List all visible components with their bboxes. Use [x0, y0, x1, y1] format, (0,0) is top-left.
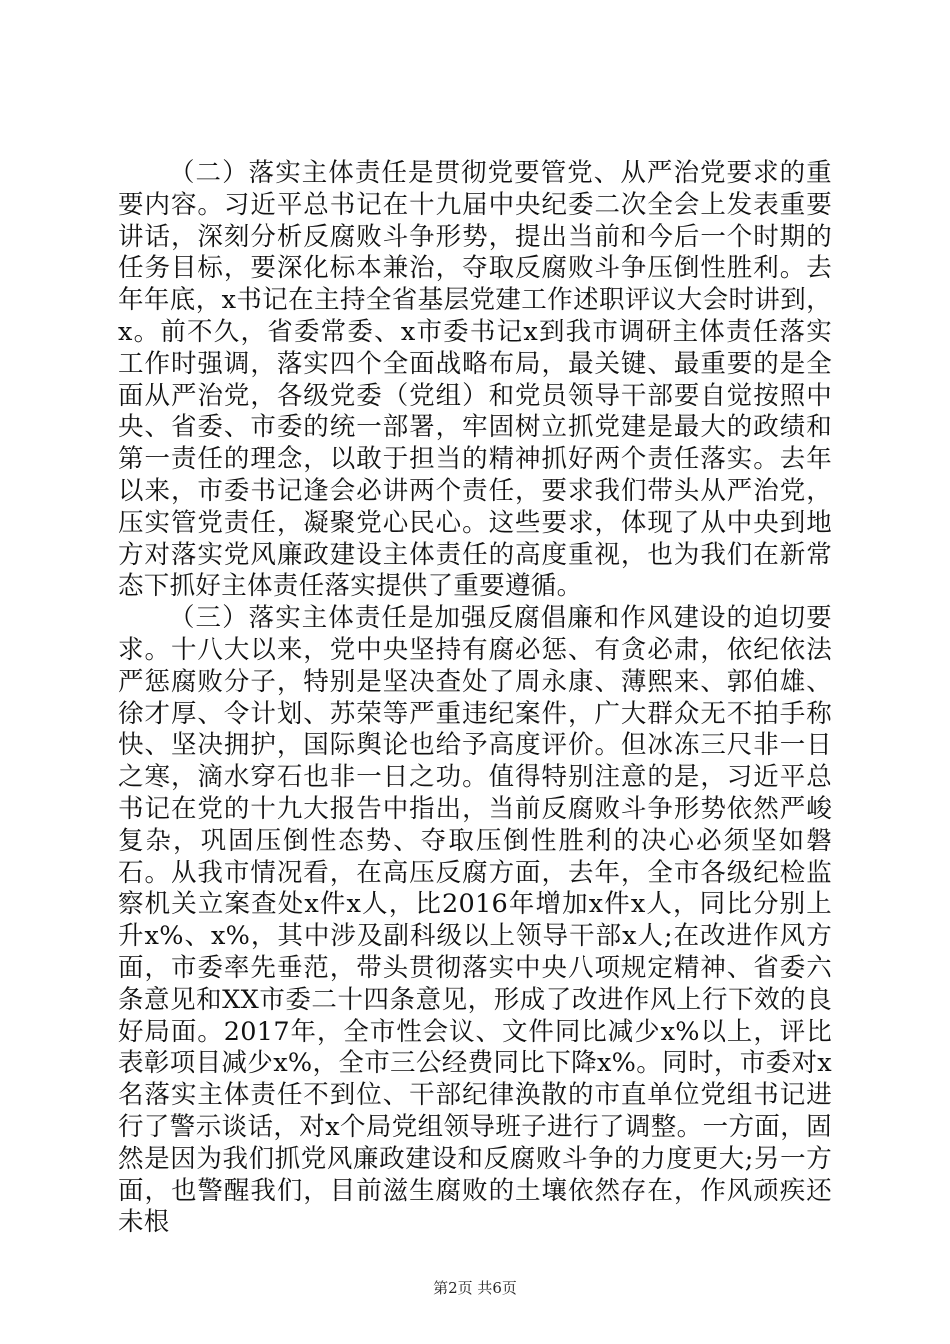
paragraph-2: （二）落实主体责任是贯彻党要管党、从严治党要求的重要内容。习近平总书记在十九届中央纪委二次全会上发表重要讲话，深刻分析反腐败斗争形势，提出当前和今后一个时期的任务目标，要深化标本兼治，夺取反腐败斗争压倒性胜利。去年年底，x书记在主持全省基层党建工作述职评议大会时讲到，x。前不久，省委常委、x市委书记x到我市调研主体责任落实工作时强调，落实四个全面战略布局，最关键、最重要的是全面从严治党，各级党委（党组）和党员领导干部要自觉按照中央、省委、市委的统一部署，牢固树立抓党建是最大的政绩和第一责任的理念，以敢于担当的精神抓好两个责任落实。去年以来，市委书记逢会必讲两个责任，要求我们带头从严治党，压实管党责任，凝聚党心民心。这些要求，体现了从中央到地方对落实党风廉政建设主体责任的高度重视，也为我们在新常态下抓好主体责任落实提供了重要遵循。	[118, 158, 832, 602]
page-footer: 第2页 共6页	[433, 1279, 517, 1297]
paragraph-3: （三）落实主体责任是加强反腐倡廉和作风建设的迫切要求。十八大以来，党中央坚持有腐必惩、有贪必肃，依纪依法严惩腐败分子，特别是坚决查处了周永康、薄熙来、郭伯雄、徐才厚、令计划、苏荣等严重违纪案件，广大群众无不拍手称快、坚决拥护，国际舆论也给予高度评价。但冰冻三尺非一日之寒，滴水穿石也非一日之功。值得特别注意的是，习近平总书记在党的十九大报告中指出，当前反腐败斗争形势依然严峻复杂，巩固压倒性态势、夺取压倒性胜利的决心必须坚如磐石。从我市情况看，在高压反腐方面，去年，全市各级纪检监察机关立案查处x件x人，比2016年增加x件x人，同比分别上升x%、x%，其中涉及副科级以上领导干部x人;在改进作风方面，市委率先垂范，带头贯彻落实中央八项规定精神、省委六条意见和XX市委二十四条意见，形成了改进作风上行下效的良好局面。2017年，全市性会议、文件同比减少x%以上，评比表彰项目减少x%，全市三公经费同比下降x%。同时，市委对x名落实主体责任不到位、干部纪律涣散的市直单位党组书记进行了警示谈话，对x个局党组领导班子进行了调整。一方面，固然是因为我们抓党风廉政建设和反腐败斗争的力度更大;另一方面，也警醒我们，目前滋生腐败的土壤依然存在，作风顽疾还未根	[118, 603, 832, 1238]
document-body	[118, 158, 832, 1239]
